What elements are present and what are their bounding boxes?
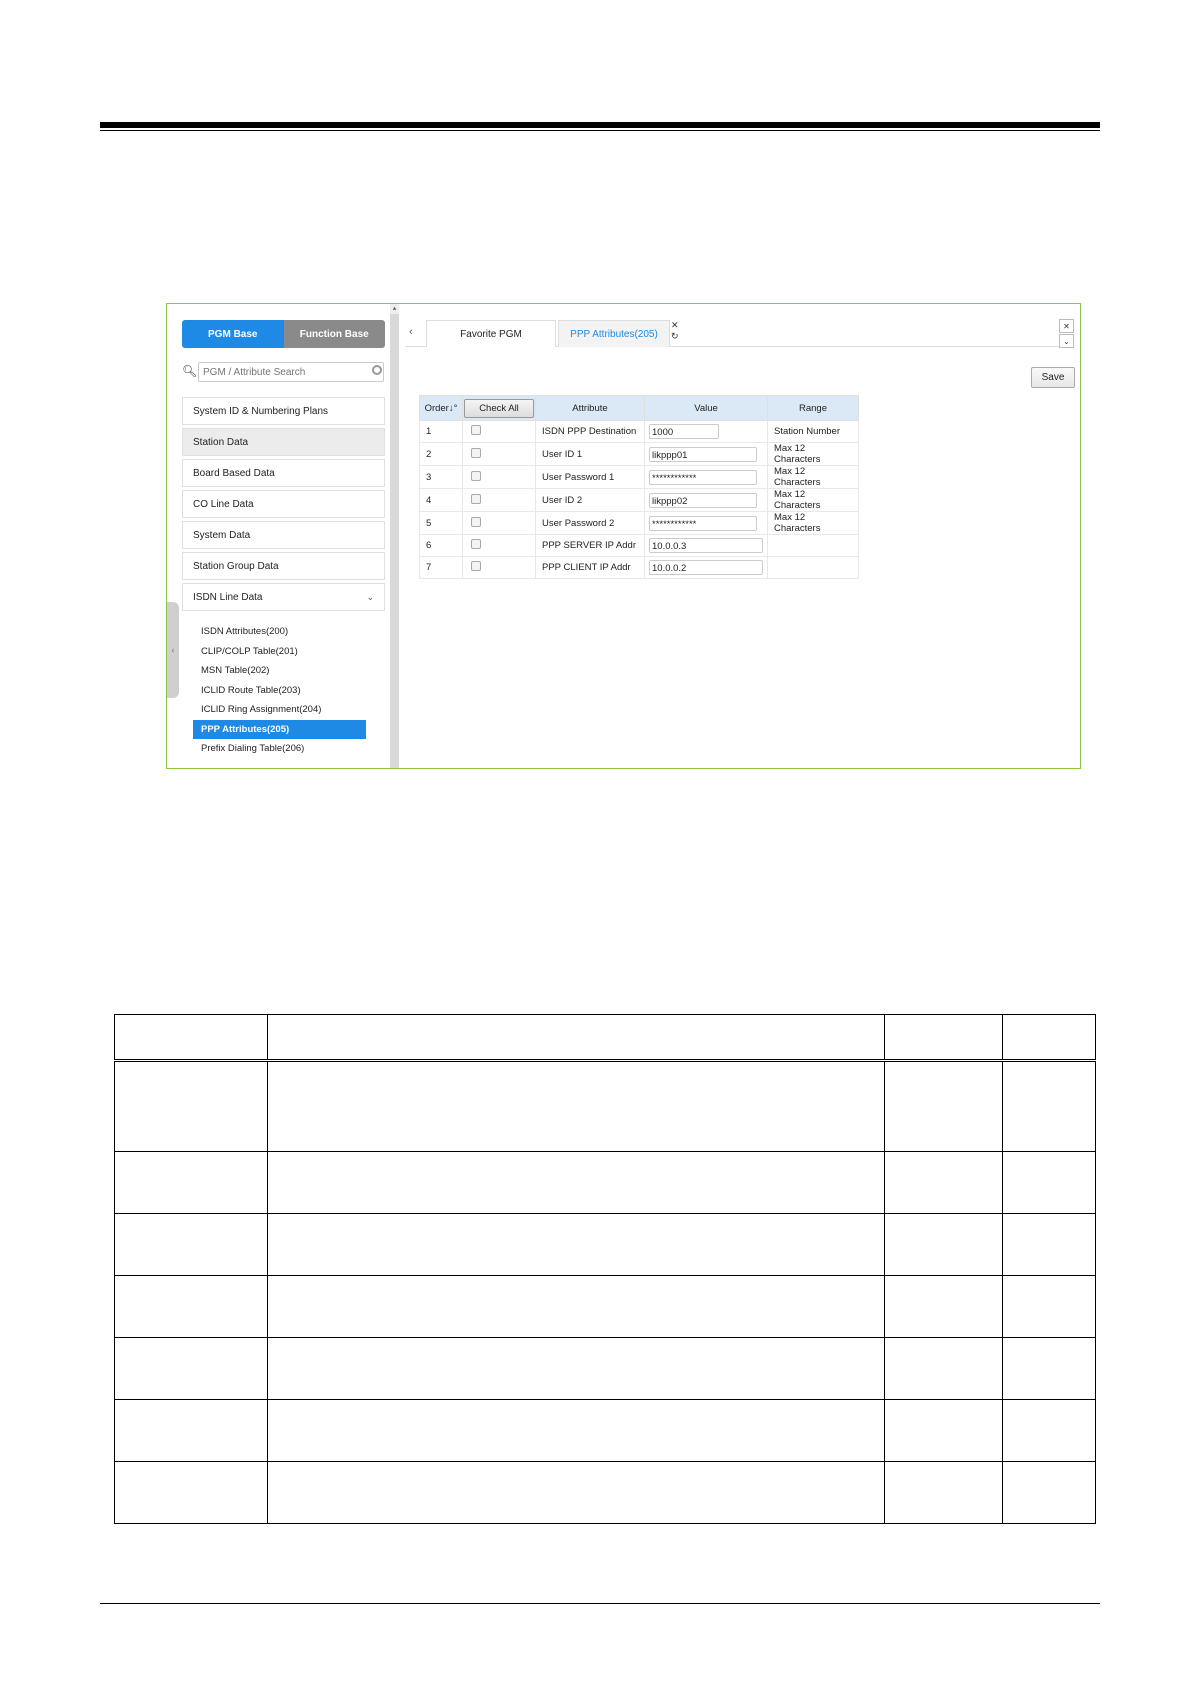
- table-cell: [268, 1338, 885, 1400]
- table-cell: [115, 1400, 268, 1462]
- row-checkbox[interactable]: [471, 448, 481, 458]
- attribute-cell: User ID 2: [536, 489, 645, 512]
- table-cell: [885, 1061, 1003, 1152]
- menu-item-label: Station Data: [193, 436, 249, 448]
- attribute-cell: User Password 2: [536, 512, 645, 535]
- refresh-icon[interactable]: ↻: [671, 331, 679, 341]
- submenu-item[interactable]: Prefix Dialing Table(206): [201, 743, 305, 755]
- header-rule-thin: [100, 130, 1100, 131]
- range-cell: Max 12 Characters: [768, 443, 859, 466]
- submenu-list: [182, 622, 385, 759]
- table-cell: [115, 1338, 268, 1400]
- row-checkbox[interactable]: [471, 425, 481, 435]
- footer-rule: [100, 1603, 1100, 1604]
- value-input[interactable]: likppp01: [649, 447, 757, 462]
- table-row: [420, 466, 859, 489]
- table-cell: [885, 1462, 1003, 1524]
- value-cell: [645, 443, 768, 466]
- table-cell: [1003, 1152, 1096, 1214]
- table-cell: [268, 1015, 885, 1061]
- tab-controls: [671, 320, 679, 342]
- menu-item-isdn-line[interactable]: [182, 583, 385, 611]
- password-input[interactable]: ************: [649, 516, 757, 531]
- table-row: [420, 557, 859, 579]
- table-cell: [885, 1214, 1003, 1276]
- value-cell: [645, 466, 768, 489]
- table-cell: [115, 1214, 268, 1276]
- range-cell: [768, 557, 859, 579]
- table-cell: [268, 1400, 885, 1462]
- table-cell: [1003, 1400, 1096, 1462]
- value-input[interactable]: 10.0.0.3: [649, 538, 763, 553]
- search-input[interactable]: [198, 362, 384, 382]
- order-cell: 1: [420, 421, 463, 443]
- table-row: [420, 489, 859, 512]
- sidebar: [167, 304, 385, 768]
- table-cell: [268, 1462, 885, 1524]
- table-cell: [885, 1338, 1003, 1400]
- order-cell: 5: [420, 512, 463, 535]
- chevron-down-icon[interactable]: ⌄: [1059, 334, 1074, 348]
- close-icon[interactable]: ✕: [1059, 319, 1074, 333]
- menu-item-system-data[interactable]: [182, 521, 385, 549]
- order-cell: 6: [420, 535, 463, 557]
- attribute-cell: ISDN PPP Destination: [536, 421, 645, 443]
- password-input[interactable]: ************: [649, 470, 757, 485]
- table-row: [115, 1400, 1096, 1462]
- value-cell: [645, 535, 768, 557]
- chevron-down-icon: ⌄: [366, 591, 374, 602]
- range-cell: Max 12 Characters: [768, 466, 859, 489]
- menu-item-label: Station Group Data: [193, 560, 279, 572]
- menu-item-label: System Data: [193, 529, 251, 541]
- submenu-item[interactable]: ISDN Attributes(200): [201, 626, 289, 638]
- search-icon: 🔍︎: [182, 364, 198, 378]
- table-row: [115, 1462, 1096, 1524]
- menu-item-station-data[interactable]: [182, 428, 385, 456]
- clear-search-icon[interactable]: [372, 365, 382, 375]
- menu-item-label: System ID & Numbering Plans: [193, 405, 329, 417]
- table-cell: [885, 1400, 1003, 1462]
- table-cell: [885, 1276, 1003, 1338]
- table-cell: [115, 1152, 268, 1214]
- tab-favorite-pgm[interactable]: Favorite PGM: [426, 320, 556, 347]
- value-input[interactable]: 1000: [649, 424, 719, 439]
- value-input[interactable]: likppp02: [649, 493, 757, 508]
- table-row: [420, 443, 859, 466]
- table-cell: [1003, 1462, 1096, 1524]
- table-cell: [1003, 1061, 1096, 1152]
- search-row: [182, 362, 385, 382]
- checkbox-cell: [463, 535, 536, 557]
- menu-item-co-line[interactable]: [182, 490, 385, 518]
- menu-item-board-based[interactable]: [182, 459, 385, 487]
- submenu-item[interactable]: ICLID Ring Assignment(204): [201, 704, 322, 716]
- table-cell: [885, 1152, 1003, 1214]
- attribute-cell: User ID 1: [536, 443, 645, 466]
- checkbox-cell: [463, 443, 536, 466]
- attribute-cell: PPP CLIENT IP Addr: [536, 557, 645, 579]
- value-header: Value: [645, 396, 768, 421]
- table-cell: [268, 1061, 885, 1152]
- table-row: [420, 421, 859, 443]
- header-rule: [100, 122, 1100, 128]
- checkbox-cell: [463, 421, 536, 443]
- check-all-header: [463, 396, 536, 421]
- sidebar-scrollbar[interactable]: [390, 304, 399, 768]
- order-cell: 3: [420, 466, 463, 489]
- table-cell: [1003, 1276, 1096, 1338]
- collapse-sidebar-handle[interactable]: [167, 602, 179, 698]
- menu-item-label: Board Based Data: [193, 467, 275, 479]
- tab-prev-icon[interactable]: ‹: [409, 326, 413, 338]
- table-cell: [115, 1015, 268, 1061]
- table-cell: [1003, 1015, 1096, 1061]
- submenu-item[interactable]: MSN Table(202): [201, 665, 270, 677]
- row-checkbox[interactable]: [471, 561, 481, 571]
- table-row: [115, 1338, 1096, 1400]
- menu-item-label: CO Line Data: [193, 498, 254, 510]
- checkbox-cell: [463, 466, 536, 489]
- range-cell: Max 12 Characters: [768, 512, 859, 535]
- row-checkbox[interactable]: [471, 539, 481, 549]
- order-cell: 7: [420, 557, 463, 579]
- attribute-table: [419, 395, 859, 579]
- attribute-header: Attribute: [536, 396, 645, 421]
- table-header-row: [420, 396, 859, 421]
- order-header[interactable]: [420, 396, 463, 421]
- scroll-up-icon[interactable]: ▴: [390, 304, 399, 314]
- description-table: [114, 1014, 1096, 1524]
- table-row: [115, 1061, 1096, 1152]
- table-cell: [115, 1462, 268, 1524]
- chevron-left-icon: ‹: [171, 645, 175, 655]
- table-cell: [115, 1276, 268, 1338]
- submenu-item[interactable]: CLIP/COLP Table(201): [201, 645, 298, 657]
- check-all-button[interactable]: Check All: [464, 399, 534, 418]
- submenu-item-active[interactable]: PPP Attributes(205): [193, 720, 366, 740]
- checkbox-cell: [463, 489, 536, 512]
- table-cell: [268, 1152, 885, 1214]
- value-cell: [645, 421, 768, 443]
- function-base-button[interactable]: Function Base: [284, 320, 386, 348]
- range-cell: Station Number: [768, 421, 859, 443]
- app-screenshot: [166, 303, 1081, 769]
- sort-icon[interactable]: ↓°: [448, 402, 458, 414]
- value-input[interactable]: 10.0.0.2: [649, 560, 763, 575]
- menu-item-system-id[interactable]: [182, 397, 385, 425]
- main-panel: [399, 304, 1080, 768]
- tab-bar: [405, 320, 1074, 347]
- save-button[interactable]: Save: [1031, 367, 1075, 388]
- order-cell: 2: [420, 443, 463, 466]
- table-row: [115, 1276, 1096, 1338]
- tab-ppp-attributes[interactable]: PPP Attributes(205): [558, 320, 670, 347]
- menu-item-station-group[interactable]: [182, 552, 385, 580]
- mode-toggle: [182, 320, 385, 348]
- table-row: [115, 1152, 1096, 1214]
- close-tab-icon[interactable]: ✕: [671, 320, 679, 330]
- table-row: [420, 535, 859, 557]
- table-cell: [268, 1276, 885, 1338]
- checkbox-cell: [463, 557, 536, 579]
- checkbox-cell: [463, 512, 536, 535]
- pgm-base-button[interactable]: PGM Base: [182, 320, 284, 348]
- row-checkbox[interactable]: [471, 494, 481, 504]
- table-row: [420, 512, 859, 535]
- table-cell: [1003, 1214, 1096, 1276]
- menu-item-label: ISDN Line Data: [193, 591, 263, 603]
- order-cell: 4: [420, 489, 463, 512]
- value-cell: [645, 557, 768, 579]
- table-cell: [268, 1214, 885, 1276]
- value-cell: [645, 489, 768, 512]
- value-cell: [645, 512, 768, 535]
- table-cell: [1003, 1338, 1096, 1400]
- submenu-item[interactable]: ICLID Route Table(203): [201, 684, 301, 696]
- row-checkbox[interactable]: [471, 471, 481, 481]
- table-cell: [115, 1061, 268, 1152]
- row-checkbox[interactable]: [471, 517, 481, 527]
- table-cell: [885, 1015, 1003, 1061]
- table-header-row: [115, 1015, 1096, 1061]
- attribute-cell: User Password 1: [536, 466, 645, 489]
- range-header: Range: [768, 396, 859, 421]
- table-row: [115, 1214, 1096, 1276]
- range-cell: [768, 535, 859, 557]
- attribute-cell: PPP SERVER IP Addr: [536, 535, 645, 557]
- range-cell: Max 12 Characters: [768, 489, 859, 512]
- order-header-label: Order: [424, 402, 449, 414]
